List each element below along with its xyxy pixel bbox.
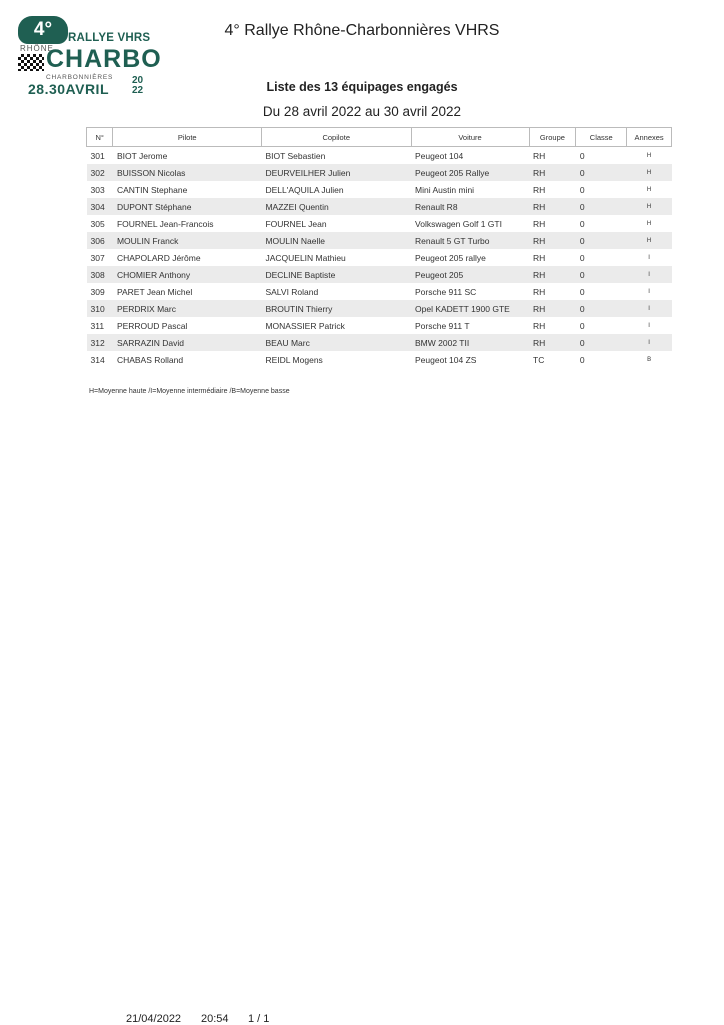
class-value: 0 [576,334,627,351]
class-value: 0 [576,164,627,181]
print-date: 21/04/2022 [126,1013,182,1025]
annexes-legend: H=Moyenne haute /I=Moyenne intermédiaire /B=Moyenne basse [89,388,290,395]
column-header: N° [87,128,113,147]
group-value: RH [529,266,576,283]
entry-number: 310 [87,300,113,317]
driver-name: PERROUD Pascal [116,320,188,331]
table-row [87,232,672,249]
driver-name: CHAPOLARD Jérôme [116,252,201,263]
car-model: Opel KADETT 1900 GTE [411,300,529,317]
logo-year-bottom: 22 [132,85,144,96]
annex-value: H [646,186,652,193]
annex-value: I [627,300,672,317]
class-value: 0 [579,320,585,331]
table-row [87,334,672,351]
group-value: RH [529,334,576,351]
driver-name: PARET Jean Michel [116,286,193,297]
codriver-name: DEURVEILHER Julien [261,164,411,181]
car-model: Renault 5 GT Turbo [411,232,529,249]
table-row [87,351,672,368]
annex-value: H [646,152,652,159]
edition-badge: 4° [18,16,68,44]
table-row [87,215,672,232]
logo-charbo-text: CHARBO [46,45,162,73]
entry-number: 311 [90,320,105,331]
codriver-name: DELL'AQUILA Julien [265,184,344,195]
table-row [87,164,672,181]
driver-name: BUISSON Nicolas [113,164,262,181]
car-model: Peugeot 104 [415,150,464,161]
codriver-name: BIOT Sebastien [265,150,326,161]
entry-number: 307 [90,252,105,263]
class-value: 0 [576,300,627,317]
page-number: 1 / 1 [248,1013,270,1025]
event-period: Du 28 avril 2022 au 30 avril 2022 [262,104,462,119]
annex-value: H [627,232,672,249]
page-title [0,22,724,40]
annex-value: H [627,164,672,181]
codriver-name: SALVI Roland [265,286,319,297]
class-value: 0 [576,198,627,215]
class-value: 0 [579,150,585,161]
entry-number: 303 [90,184,105,195]
group-value: RH [533,218,546,229]
annex-value: H [646,220,652,227]
car-model: Peugeot 104 ZS [415,354,477,365]
group-value: RH [533,286,546,297]
class-value: 0 [576,266,627,283]
driver-name: PERDRIX Marc [113,300,262,317]
group-value: RH [533,320,546,331]
logo-dates-text: 28.30AVRIL [28,81,109,97]
annex-value: I [648,322,650,329]
codriver-name: MONASSIER Patrick [265,320,345,331]
car-model: Peugeot 205 rallye [415,252,486,263]
column-header: Groupe [529,128,576,147]
column-header: Pilote [113,128,262,147]
car-model: Porsche 911 SC [415,286,477,297]
table-row [87,266,672,283]
column-header: Classe [576,128,627,147]
class-value: 0 [579,354,585,365]
entry-number: 306 [87,232,113,249]
codriver-name: DECLINE Baptiste [261,266,411,283]
codriver-name: BROUTIN Thierry [261,300,411,317]
group-value: RH [529,300,576,317]
table-row [87,249,672,266]
driver-name: DUPONT Stéphane [113,198,262,215]
entry-number: 309 [90,286,105,297]
annex-value: I [648,288,650,295]
class-value: 0 [579,252,585,263]
logo-rhone-text: RHÔNE [20,44,54,53]
group-value: RH [529,232,576,249]
page-title-text: 4° Rallye Rhône-Charbonnières VHRS [224,22,500,39]
table-row [87,300,672,317]
codriver-name: REIDL Mogens [265,354,323,365]
table-header-row [87,128,672,147]
logo-rallye-text: RALLYE VHRS [68,32,151,44]
entry-number: 304 [87,198,113,215]
class-value: 0 [579,184,585,195]
entries-table [86,127,672,368]
driver-name: SARRAZIN David [113,334,262,351]
group-value: TC [533,354,545,365]
logo-year-top: 20 [132,75,144,86]
driver-name: FOURNEL Jean-Francois [116,218,214,229]
codriver-name: JACQUELIN Mathieu [265,252,346,263]
table-row [87,317,672,334]
car-model: Volkswagen Golf 1 GTI [415,218,502,229]
table-row [87,147,672,165]
entry-number: 314 [90,354,105,365]
table-row [87,181,672,198]
group-value: RH [533,150,546,161]
list-subtitle: Liste des 13 équipages engagés [266,80,458,94]
group-value: RH [533,184,546,195]
group-value: RH [533,252,546,263]
driver-name: MOULIN Franck [113,232,262,249]
table-row [87,283,672,300]
column-header: Copilote [261,128,411,147]
class-value: 0 [579,218,585,229]
driver-name: BIOT Jerome [116,150,168,161]
annex-value: I [627,266,672,283]
driver-name: CANTIN Stephane [116,184,188,195]
codriver-name: BEAU Marc [261,334,411,351]
annex-value: I [648,254,650,261]
group-value: RH [529,164,576,181]
class-value: 0 [576,232,627,249]
car-model: Peugeot 205 [411,266,529,283]
checkered-flag-icon [18,54,44,71]
logo-charbonnieres-text: CHARBONNIÈRES [46,74,114,81]
car-model: Renault R8 [411,198,529,215]
annex-value: B [647,356,652,363]
entry-number: 305 [90,218,105,229]
driver-name: CHOMIER Anthony [113,266,262,283]
table-row [87,198,672,215]
codriver-name: FOURNEL Jean [265,218,327,229]
entry-number: 301 [90,150,105,161]
codriver-name: MOULIN Naelle [261,232,411,249]
entry-number: 308 [87,266,113,283]
column-header: Annexes [627,128,672,147]
class-value: 0 [579,286,585,297]
annex-value: I [627,334,672,351]
annex-value: H [627,198,672,215]
codriver-name: MAZZEI Quentin [261,198,411,215]
entry-number: 312 [87,334,113,351]
entry-number: 302 [87,164,113,181]
car-model: Porsche 911 T [415,320,470,331]
car-model: BMW 2002 TII [411,334,529,351]
car-model: Peugeot 205 Rallye [411,164,529,181]
driver-name: CHABAS Rolland [116,354,184,365]
column-header: Voiture [411,128,529,147]
group-value: RH [529,198,576,215]
car-model: Mini Austin mini [415,184,475,195]
print-time: 20:54 [201,1013,229,1025]
